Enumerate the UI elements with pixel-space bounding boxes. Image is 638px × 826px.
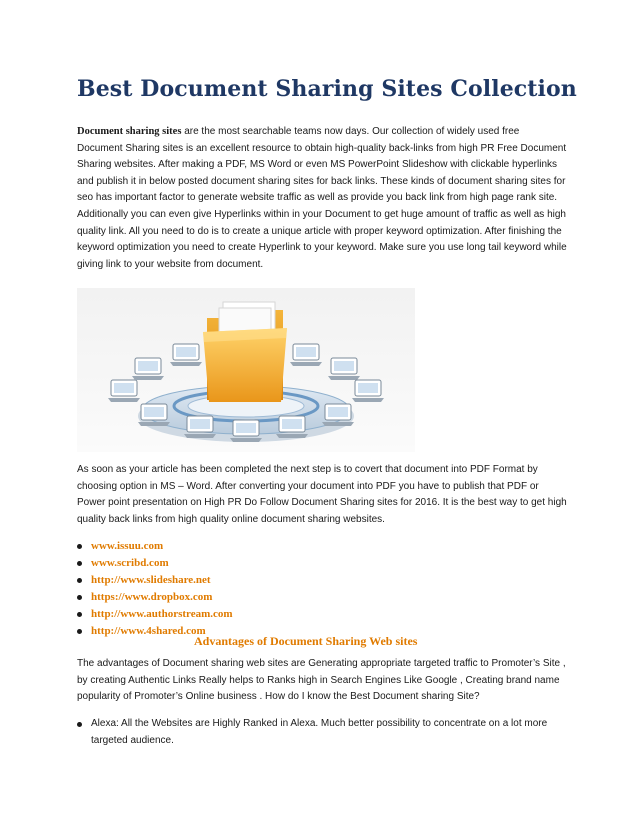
page-title: Best Document Sharing Sites Collection [77,76,577,102]
list-item[interactable] [77,555,233,572]
document-sharing-links [77,538,233,640]
list-item[interactable] [77,572,233,589]
folder-network-icon [77,288,415,452]
link-scribd[interactable]: www.scribd.com [91,557,169,569]
advantages-paragraph: The advantages of Document sharing web sites are Generating appropriate targeted traffic to Promoter’s Site , by creating Authentic Links Really helps to Ranks high in Search Engines Like Google , Creating brand name popularity of Promoter’s Online business . How do I know the Best Document sharing Site? [77,658,566,703]
intro-paragraph [77,124,567,273]
list-item[interactable] [77,538,233,555]
advantages-heading: Advantages of Document Sharing Web sites [194,634,418,648]
intro-lead: Document sharing sites [77,126,182,137]
link-dropbox[interactable]: https://www.dropbox.com [91,591,213,603]
convert-paragraph: As soon as your article has been completed the next step is to covert that document into PDF Format by choosing option in MS – Word. After converting your document into PDF you have to publish that PDF or Power point presentation on High PR Do Follow Document Sharing sites for 2016. It is the best way to get high quality back links from high quality online document sharing websites. [77,464,567,525]
bullet-icon [77,595,82,600]
link-issuu[interactable]: www.issuu.com [91,540,164,552]
list-item[interactable] [77,606,233,623]
bullet-icon [77,629,82,634]
bullet-icon [77,722,82,727]
link-slideshare[interactable]: http://www.slideshare.net [91,574,211,586]
advantage-alexa: Alexa: All the Websites are Highly Ranked in Alexa. Much better possibility to concentrate on a lot more targeted audience. [91,718,548,746]
bullet-icon [77,561,82,566]
bullet-icon [77,544,82,549]
document-sharing-illustration [77,288,415,452]
bullet-icon [77,612,82,617]
list-item [77,716,567,749]
folder-icon [203,302,287,402]
bullet-icon [77,578,82,583]
intro-text: are the most searchable teams now days. Our collection of widely used free Document Sharing sites is an excellent resource to obtain high-quality back-links from high PR Free Document Sharing websites. After making a PDF, MS Word or even MS PowerPoint Slideshow with clickable hyperlinks and publish it in below posted document sharing sites for back links. These kinds of document sharing sites for seo has important factor to generate website traffic as well as provide you back link from high page rank site. Additionally you can even give Hyperlinks within in your Document to get huge amount of traffic as well as high quality link. All you need to do is to create a unique article with proper keyword optimization. After finishing the keyword optimization you need to create Hyperlink to your keyword. Make sure you use long tail keyword while giving link to your website from document. [77,126,567,270]
list-item[interactable] [77,589,233,606]
advantages-list [77,716,567,749]
link-4shared[interactable]: http://www.4shared.com [91,625,206,637]
link-authorstream[interactable]: http://www.authorstream.com [91,608,233,620]
